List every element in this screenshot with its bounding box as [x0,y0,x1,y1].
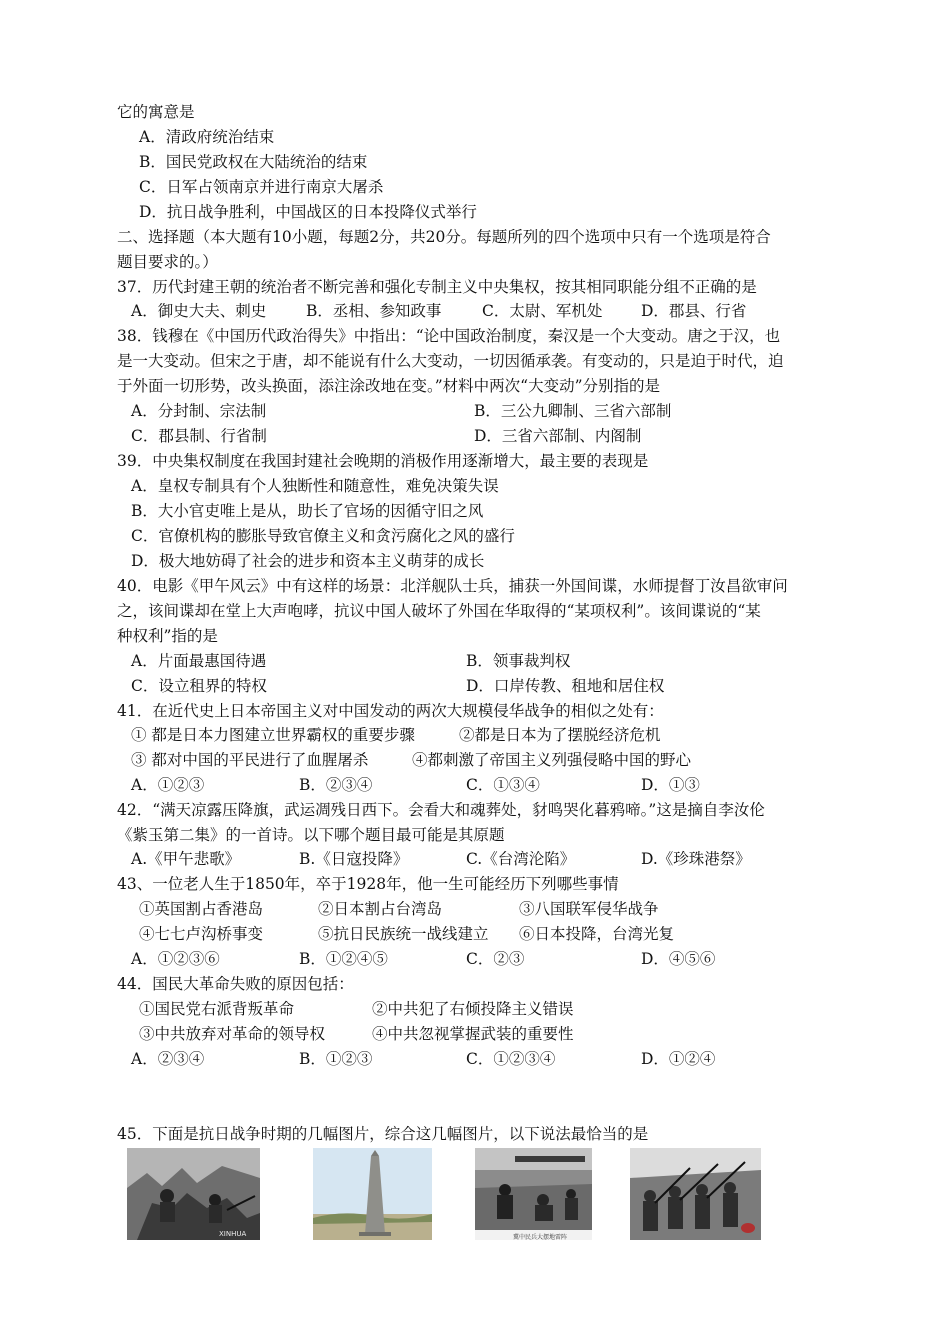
prev-option-a: A．清政府统治结束 [139,128,275,146]
q42-option-a: A.《甲午悲歌》 [131,850,241,868]
q38-option-c: C．郡县制、行省制 [131,427,267,445]
q38-stem-line2: 是一大变动。但宋之于唐，却不能说有什么大变动，一切因循承袭。有变动的，只是迫于时代，迫 [117,352,784,370]
photo-soldiers-rifles [630,1148,761,1240]
prev-option-b: B．国民党政权在大陆统治的结束 [139,153,368,171]
photo-soldiers-ruins [127,1148,260,1240]
q37-option-b: B．丞相、参知政事 [306,302,442,320]
q40-option-d: D．口岸传教、租地和居住权 [466,677,665,695]
q43-item-3: ③八国联军侵华战争 [519,900,659,918]
prev-option-d: D．抗日战争胜利，中国战区的日本投降仪式举行 [139,203,477,221]
q40-option-c: C．设立租界的特权 [131,677,267,695]
q43-option-d: D．④⑤⑥ [641,950,716,968]
q44-stem: 44．国民大革命失败的原因包括： [117,975,354,993]
q38-option-d: D．三省六部制、内阁制 [474,427,642,445]
photo1-watermark: XINHUA [219,1230,247,1238]
q44-item-3: ③中共放弃对革命的领导权 [139,1025,326,1043]
q44-option-c: C．①②③④ [466,1050,556,1068]
q40-stem-line3: 种权利”指的是 [117,627,218,645]
q43-option-a: A．①②③⑥ [131,950,220,968]
q41-item-2: ②都是日本为了摆脱经济危机 [459,726,661,744]
q37-stem: 37．历代封建王朝的统治者不断完善和强化专制主义中央集权，按其相同职能分组不正确的是 [117,278,757,296]
q41-item-3: ③ 都对中国的平民进行了血腥屠杀 [131,751,369,769]
q42-option-d: D.《珍珠港祭》 [641,850,751,868]
q45-stem: 45．下面是抗日战争时期的几幅图片，综合这几幅图片，以下说法最恰当的是 [117,1125,649,1143]
q41-option-b: B．②③④ [299,776,373,794]
q40-option-b: B．领事裁判权 [466,652,571,670]
q41-stem: 41．在近代史上日本帝国主义对中国发动的两次大规模侵华战争的相似之处有： [117,702,664,720]
q41-option-d: D．①③ [641,776,700,794]
q39-option-b: B．大小官吏唯上是从，助长了官场的因循守旧之风 [131,502,484,520]
q44-option-b: B．①②③ [299,1050,373,1068]
q42-stem-line2: 《紫玉第二集》的一首诗。以下哪个题目最可能是其原题 [117,826,505,844]
photo-militia-mines [475,1148,592,1240]
q38-stem-line1: 38．钱穆在《中国历代政治得失》中指出：“论中国政治制度，秦汉是一个大变动。唐之于汉，也 [117,327,781,345]
q40-option-a: A．片面最惠国待遇 [131,652,267,670]
prev-option-c: C．日军占领南京并进行南京大屠杀 [139,178,384,196]
q42-option-b: B.《日寇投降》 [299,850,409,868]
q43-item-5: ⑤抗日民族统一战线建立 [318,925,489,943]
q37-option-d: D．郡县、行省 [641,302,747,320]
q44-item-2: ②中共犯了右倾投降主义错误 [372,1000,574,1018]
q43-option-b: B．①②④⑤ [299,950,388,968]
photo-monument [313,1148,432,1240]
q42-stem-line1: 42．“满天凉露压降旗，武运凋残日西下。会看大和魂葬处，豺鸣哭化暮鸦啼。”这是摘自李汝伦 [117,801,765,819]
q37-option-a: A．御史大夫、刺史 [131,302,267,320]
q43-option-c: C．②③ [466,950,525,968]
q40-stem-line2: 之，该间谍却在堂上大声咆哮，抗议中国人破坏了外国在华取得的“某项权利”。该间谍说的“某 [117,602,761,620]
q39-stem: 39．中央集权制度在我国封建社会晚期的消极作用逐渐增大，最主要的表现是 [117,452,649,470]
q43-item-6: ⑥日本投降，台湾光复 [519,925,675,943]
q43-item-2: ②日本割占台湾岛 [318,900,443,918]
q39-option-a: A．皇权专制具有个人独断性和随意性，难免决策失误 [131,477,499,495]
q44-item-1: ①国民党右派背叛革命 [139,1000,295,1018]
q43-item-4: ④七七卢沟桥事变 [139,925,264,943]
q42-option-c: C.《台湾沦陷》 [466,850,576,868]
q44-item-4: ④中共忽视掌握武装的重要性 [372,1025,574,1043]
photo3-caption: 冀中民兵大摆地雷阵 [513,1234,568,1240]
q43-item-1: ①英国割占香港岛 [139,900,264,918]
q41-item-1: ① 都是日本力图建立世界霸权的重要步骤 [131,726,415,744]
q44-option-d: D．①②④ [641,1050,716,1068]
q37-option-c: C．太尉、军机处 [482,302,603,320]
prev-question-stem: 它的寓意是 [117,103,195,121]
section-heading-line2: 题目要求的。） [117,253,218,271]
q41-item-4: ④都刺激了帝国主义列强侵略中国的野心 [412,751,692,769]
section-heading-line1: 二、选择题（本大题有10小题，每题2分，共20分。每题所列的四个选项中只有一个选项是符合 [117,228,771,246]
q38-option-a: A．分封制、宗法制 [131,402,267,420]
q44-option-a: A．②③④ [131,1050,205,1068]
q40-stem-line1: 40．电影《甲午风云》中有这样的场景：北洋舰队士兵，捕获一外国间谍，水师提督丁汝昌欲审问 [117,577,788,595]
q43-stem: 43、一位老人生于1850年，卒于1928年，他一生可能经历下列哪些事情 [117,875,619,893]
q41-option-c: C．①③④ [466,776,540,794]
q39-option-d: D．极大地妨碍了社会的进步和资本主义萌芽的成长 [131,552,485,570]
q38-option-b: B．三公九卿制、三省六部制 [474,402,672,420]
q41-option-a: A．①②③ [131,776,205,794]
q39-option-c: C．官僚机构的膨胀导致官僚主义和贪污腐化之风的盛行 [131,527,515,545]
q38-stem-line3: 于外面一切形势，改头换面，添注涂改地在变。”材料中两次“大变动”分别指的是 [117,377,661,395]
